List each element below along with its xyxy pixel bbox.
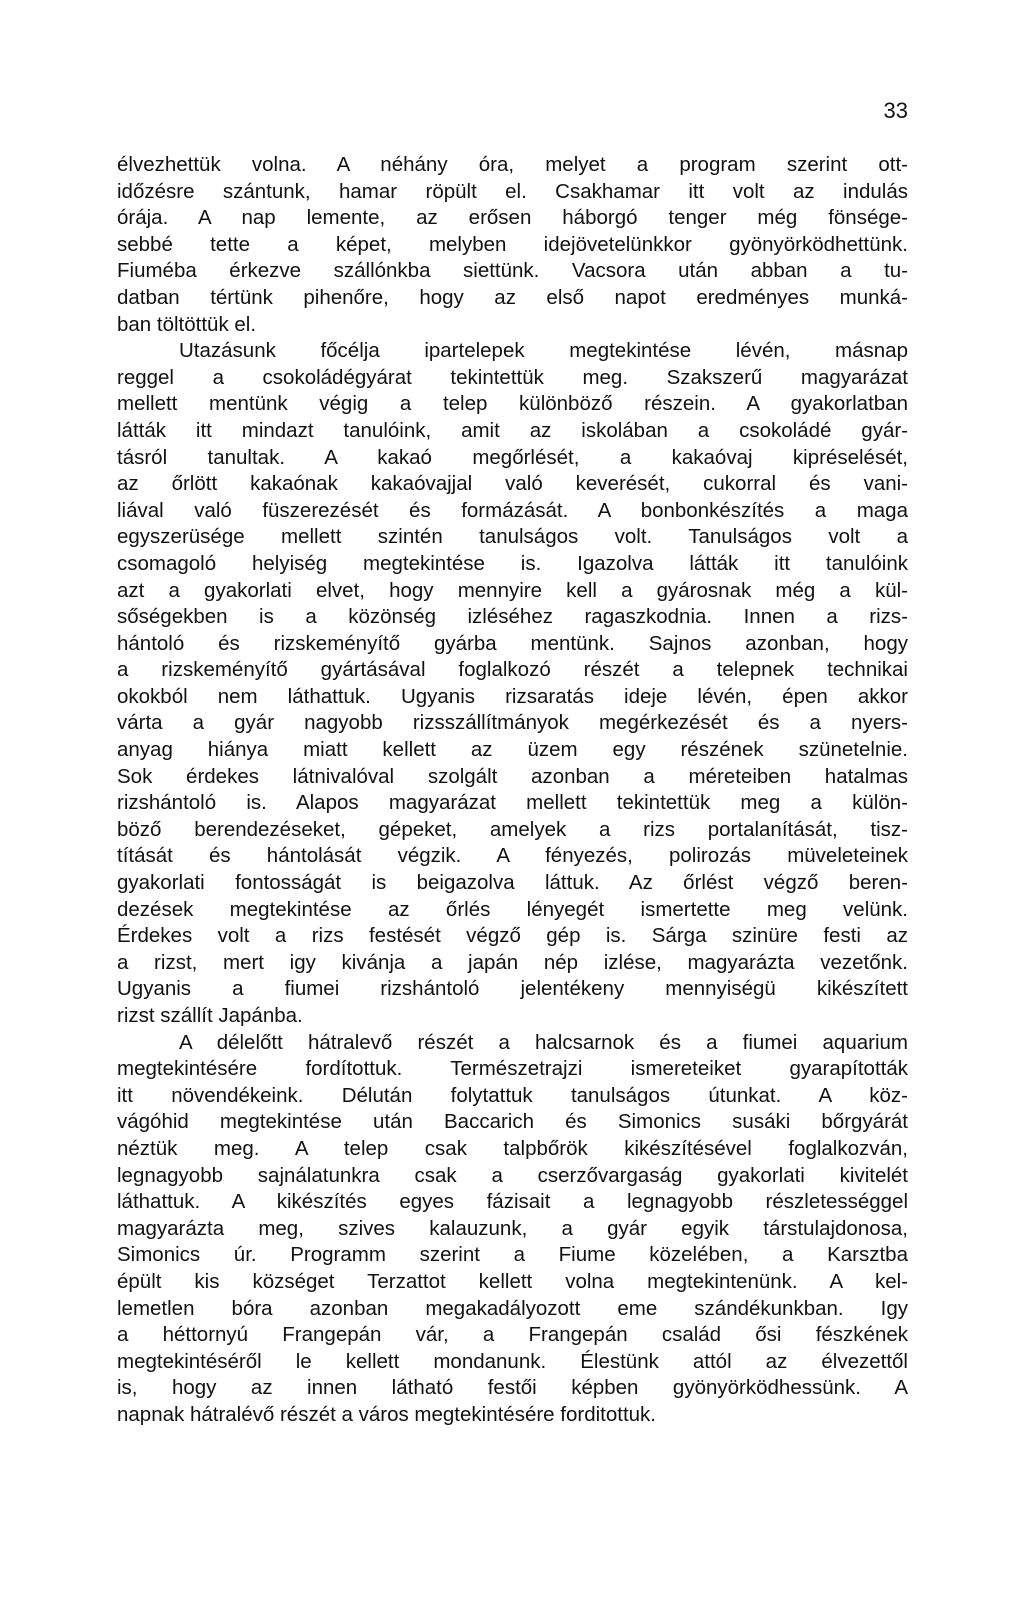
text-line: néztük meg. A telep csak talpbőrök kikészítésével foglalkozván, bbox=[117, 1136, 908, 1160]
text-line: lemetlen bóra azonban megakadályozott eme szándékunkban. Igy bbox=[117, 1296, 908, 1320]
text-line: vágóhid megtekintése után Baccarich és Simonics susáki bőrgyárát bbox=[117, 1110, 908, 1134]
text-line: is, hogy az innen látható festői képben gyönyörködhessünk. A bbox=[117, 1376, 908, 1400]
text-line: itt növendékeink. Délután folytattuk tanulságos útunkat. A köz- bbox=[117, 1083, 908, 1107]
text-line: hántoló és rizskeményítő gyárba mentünk. Sajnos azonban, hogy bbox=[117, 631, 908, 655]
text-line: megtekintésére fordítottuk. Természetrajzi ismereteiket gyarapították bbox=[117, 1057, 908, 1081]
text-line: azt a gyakorlati elvet, hogy mennyire kell a gyárosnak még a kül- bbox=[117, 578, 908, 602]
text-line: títását és hántolását végzik. A fényezés, polirozás müveleteinek bbox=[117, 844, 908, 868]
text-line: rizshántoló is. Alapos magyarázat mellett tekintettük meg a külön- bbox=[117, 791, 908, 815]
text-line: legnagyobb sajnálatunkra csak a cserzővargaság gyakorlati kivitelét bbox=[117, 1163, 908, 1187]
text-line: egyszerüsége mellett szintén tanulságos volt. Tanulságos volt a bbox=[117, 525, 908, 549]
text-line: élvezhettük volna. A néhány óra, melyet a program szerint ott- bbox=[117, 153, 908, 176]
text-line: látták itt mindazt tanulóink, amit az iskolában a csokoládé gyár- bbox=[117, 418, 908, 442]
text-line: Fiuméba érkezve szállónkba siettünk. Vacsora után abban a tu- bbox=[117, 259, 908, 283]
text-line: Érdekes volt a rizs festését végző gép is. Sárga szinüre festi az bbox=[117, 924, 908, 948]
text-line: anyag hiánya miatt kellett az üzem egy részének szünetelnie. bbox=[117, 738, 908, 762]
text-line: reggel a csokoládégyárat tekintettük meg. Szakszerű magyarázat bbox=[117, 365, 908, 389]
paragraph bbox=[117, 152, 908, 338]
text-line: láthattuk. A kikészítés egyes fázisait a legnagyobb részletességgel bbox=[117, 1190, 908, 1214]
text-line: Utazásunk főcélja ipartelepek megtekintése lévén, másnap bbox=[179, 339, 908, 363]
text-line: A délelőtt hátralevő részét a halcsarnok és a fiumei aquarium bbox=[179, 1030, 908, 1054]
text-line: megtekintéséről le kellett mondanunk. Élestünk attól az élvezettől bbox=[117, 1349, 908, 1373]
text-line: csomagoló helyiség megtekintése is. Igazolva látták itt tanulóink bbox=[117, 551, 908, 575]
text-line: Simonics úr. Programm szerint a Fiume közelében, a Karsztba bbox=[117, 1243, 908, 1267]
text-line: liával való füszerezését és formázását. A bonbonkészítés a maga bbox=[117, 498, 908, 522]
text-line: ban töltöttük el. bbox=[117, 312, 257, 336]
text-line: órája. A nap lemente, az erősen háborgó tenger még fönsége- bbox=[117, 206, 908, 230]
text-line: gyakorlati fontosságát is beigazolva láttuk. Az őrlést végző beren- bbox=[117, 871, 908, 895]
text-line: magyarázta meg, szives kalauzunk, a gyár egyik társtulajdonosa, bbox=[117, 1216, 908, 1240]
text-line: okokból nem láthattuk. Ugyanis rizsaratás ideje lévén, épen akkor bbox=[117, 684, 908, 708]
text-line: időzésre szántunk, hamar röpült el. Csakhamar itt volt az indulás bbox=[117, 179, 908, 203]
text-line: várta a gyár nagyobb rizsszállítmányok megérkezését és a nyers- bbox=[117, 711, 908, 735]
text-line: tásról tanultak. A kakaó megőrlését, a kakaóvaj kipréselését, bbox=[117, 445, 908, 469]
text-line: dezések megtekintése az őrlés lényegét ismertette meg velünk. bbox=[117, 897, 908, 921]
text-line: rizst szállít Japánba. bbox=[117, 1004, 303, 1027]
text-line: a rizskeményítő gyártásával foglalkozó részét a telepnek technikai bbox=[117, 658, 908, 682]
text-line: a héttornyú Frangepán vár, a Frangepán család ősi fészkének bbox=[117, 1323, 908, 1347]
text-line: datban tértünk pihenőre, hogy az első napot eredményes munká- bbox=[117, 285, 908, 309]
body-text bbox=[117, 152, 908, 1429]
text-line: sőségekben is a közönség izléséhez ragaszkodnia. Innen a rizs- bbox=[117, 605, 908, 629]
text-line: böző berendezéseket, gépeket, amelyek a rizs portalanítását, tisz- bbox=[117, 817, 908, 841]
paragraph bbox=[117, 338, 908, 1029]
text-line: Sok érdekes látnivalóval szolgált azonban a méreteiben hatalmas bbox=[117, 764, 908, 788]
text-line: Ugyanis a fiumei rizshántoló jelentékeny mennyiségü kikészített bbox=[117, 977, 908, 1001]
text-line: mellett mentünk végig a telep különböző részein. A gyakorlatban bbox=[117, 392, 908, 416]
paragraph bbox=[117, 1030, 908, 1429]
text-line: napnak hátralévő részét a város megtekintésére forditottuk. bbox=[117, 1402, 656, 1426]
text-line: a rizst, mert igy kivánja a japán nép izlése, magyarázta vezetőnk. bbox=[117, 950, 908, 974]
text-line: sebbé tette a képet, melyben idejövetelünkkor gyönyörködhettünk. bbox=[117, 232, 908, 256]
text-line: épült kis községet Terzattot kellett volna megtekintenünk. A kel- bbox=[117, 1269, 908, 1293]
page-number: 33 bbox=[883, 98, 908, 123]
text-line: az őrlött kakaónak kakaóvajjal való keverését, cukorral és vani- bbox=[117, 472, 908, 496]
